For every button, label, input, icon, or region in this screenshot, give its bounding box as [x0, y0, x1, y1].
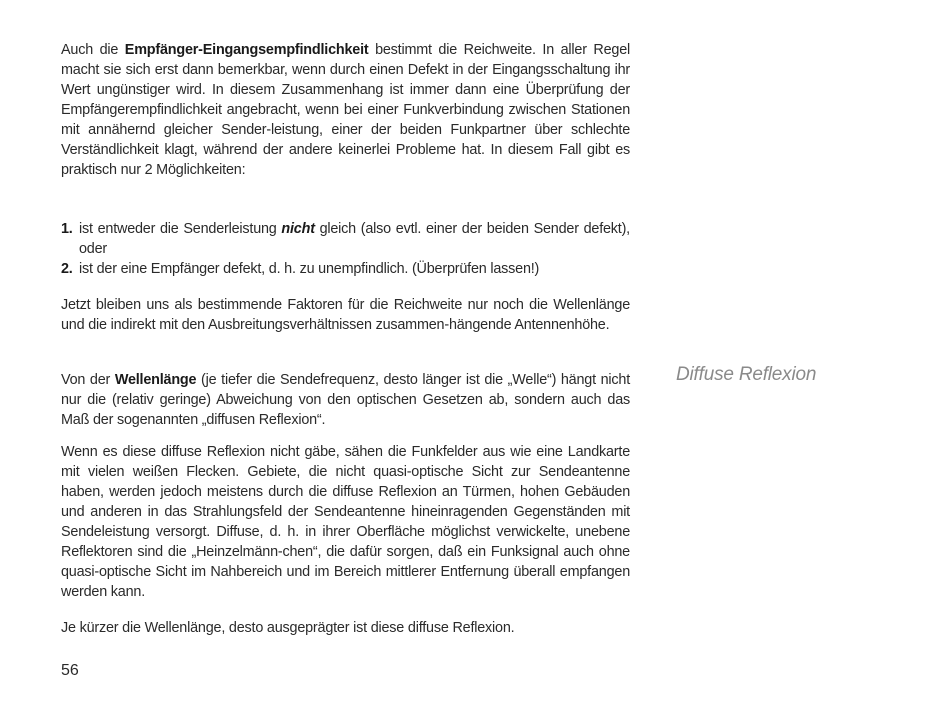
paragraph1-text-a: Auch die — [61, 42, 125, 58]
list-item1-emphasis: nicht — [281, 221, 315, 237]
paragraph4-text-b: (je tiefer die Sendefrequenz, desto länger ist die „Welle“) hängt nicht nur die (relativ geringe) Abweichung von den optischen Gesetzen ab, sondern auch das Maß der sogenannten „diffusen Reflexion“. — [61, 372, 630, 428]
paragraph-receiver-sensitivity — [61, 40, 630, 180]
list-item-number: 2. — [61, 261, 73, 277]
paragraph-diffuse-reflection: Wenn es diese diffuse Reflexion nicht gäbe, sähen die Funkfelder aus wie eine Landkarte mit vielen weißen Flecken. Gebiete, die nicht quasi-optische Sicht zur Sendeantenne haben, werden jedoch meistens durch die diffuse Reflexion an Türmen, hohen Gebäuden und anderen in das Strahlungsfeld der Sendeantenne hineinragenden Gegenständen mit Sendeleistung versorgt. Diffuse, d. h. in ihrer Oberfläche möglichst verwickelte, unebene Reflektoren sind die „Heinzelmänn-chen“, die dafür sorgen, daß ein Funksignal auch ohne quasi-optische Sicht im Nahbereich und im Bereich mittlerer Entfernung überall empfangen werden kann. — [61, 444, 630, 600]
list-item1-text-a: ist entweder die Senderleistung — [79, 221, 282, 237]
paragraph1-text-b: bestimmt die Reichweite. In aller Regel macht sie sich erst dann bemerkbar, wenn durch einen Defekt in der Eingangsschaltung ihr Wert ungünstiger wird. In diesem Zusammenhang ist immer dann eine Überprüfung der Empfängerempfindlichkeit angebracht, wenn bei einer Funkverbindung zwischen Stationen mit annähernd gleicher Sender-leistung, einer der beiden Funkpartner über schlechte Verständlichkeit klagt, während der andere keinerlei Probleme hat. In diesem Fall gibt es praktisch nur 2 Möglichkeiten: — [61, 42, 630, 178]
paragraph1-bold-term: Empfänger-Eingangsempfindlichkeit — [124, 42, 369, 58]
list-item — [61, 219, 630, 259]
paragraph4-text-a: Von der — [61, 372, 115, 388]
list-item1-text-b: gleich (also evtl. einer der beiden Sender defekt), oder — [79, 221, 630, 257]
paragraph-remaining-factors: Jetzt bleiben uns als bestimmende Faktoren für die Reichweite nur noch die Wellenlänge und die indirekt mit den Ausbreitungsverhältnissen zusammen-hängende Antennenhöhe. — [61, 297, 630, 333]
margin-heading: Diffuse Reflexion — [676, 364, 817, 385]
list-item2-text: ist der eine Empfänger defekt, d. h. zu unempfindlich. (Überprüfen lassen!) — [79, 261, 540, 277]
possibilities-list — [61, 219, 630, 279]
paragraph-shorter-wavelength: Je kürzer die Wellenlänge, desto ausgeprägter ist diese diffuse Reflexion. — [61, 620, 515, 636]
page-number: 56 — [61, 662, 79, 679]
paragraph4-bold-term: Wellenlänge — [114, 372, 197, 388]
paragraph-wavelength — [61, 370, 630, 430]
list-item — [61, 259, 630, 279]
list-item-number: 1. — [61, 221, 73, 237]
